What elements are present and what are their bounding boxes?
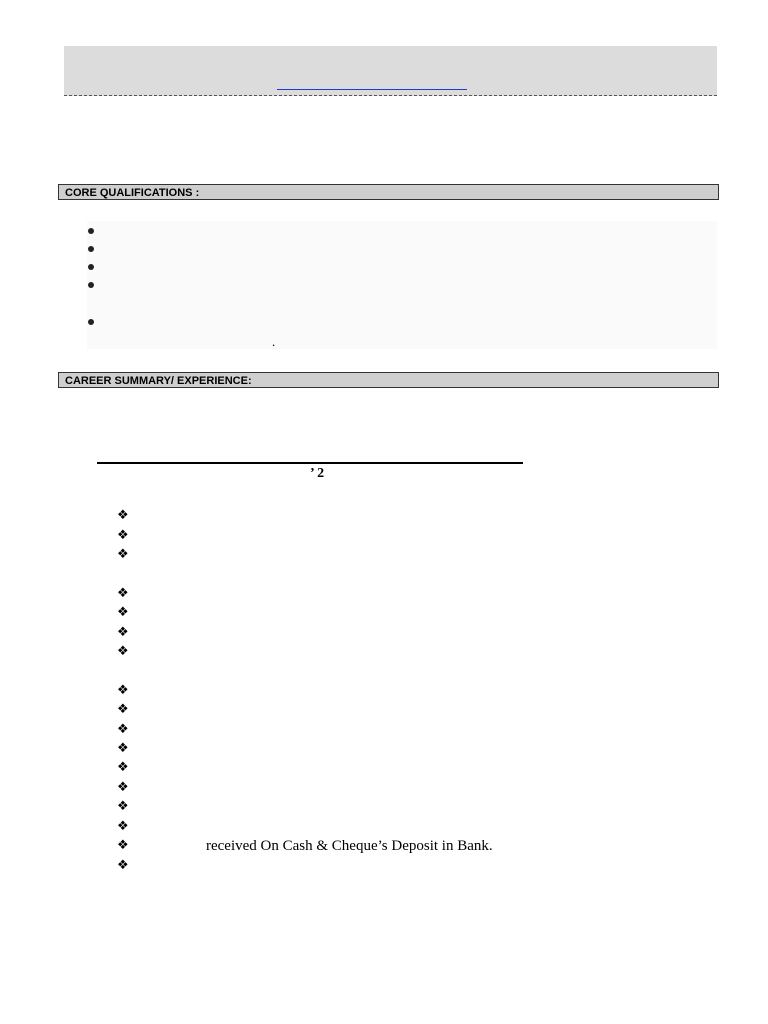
diamond-bullet-icon: ❖ — [117, 799, 129, 814]
diamond-bullet-icon: ❖ — [117, 528, 129, 543]
diamond-bullet-icon: ❖ — [117, 838, 129, 853]
job-title-fragment: ’ 2 — [310, 466, 325, 481]
diamond-bullet-icon: ❖ — [117, 858, 129, 873]
diamond-bullet-icon: ❖ — [117, 644, 129, 659]
diamond-bullet-icon: ❖ — [117, 819, 129, 834]
diamond-bullet-icon: ❖ — [117, 722, 129, 737]
dot-bullet-icon — [88, 228, 94, 234]
contact-link[interactable] — [277, 89, 467, 90]
trailing-period: . — [272, 334, 276, 349]
section-core-qualifications: CORE QUALIFICATIONS : — [58, 184, 719, 200]
diamond-bullet-icon: ❖ — [117, 586, 129, 601]
diamond-bullet-icon: ❖ — [117, 741, 129, 756]
diamond-bullet-icon: ❖ — [117, 547, 129, 562]
dot-bullet-icon — [88, 319, 94, 325]
section-career-summary: CAREER SUMMARY/ EXPERIENCE: — [58, 372, 719, 388]
diamond-bullet-icon: ❖ — [117, 625, 129, 640]
dot-bullet-icon — [88, 264, 94, 270]
deposit-line: received On Cash & Cheque’s Deposit in Bank. — [206, 838, 493, 854]
diamond-bullet-icon: ❖ — [117, 605, 129, 620]
diamond-bullet-icon: ❖ — [117, 780, 129, 795]
diamond-bullet-icon: ❖ — [117, 760, 129, 775]
diamond-bullet-icon: ❖ — [117, 683, 129, 698]
job-title-rule — [97, 462, 523, 464]
qualifications-box — [87, 221, 717, 349]
diamond-bullet-icon: ❖ — [117, 702, 129, 717]
dot-bullet-icon — [88, 282, 94, 288]
dot-bullet-icon — [88, 246, 94, 252]
diamond-bullet-icon: ❖ — [117, 508, 129, 523]
